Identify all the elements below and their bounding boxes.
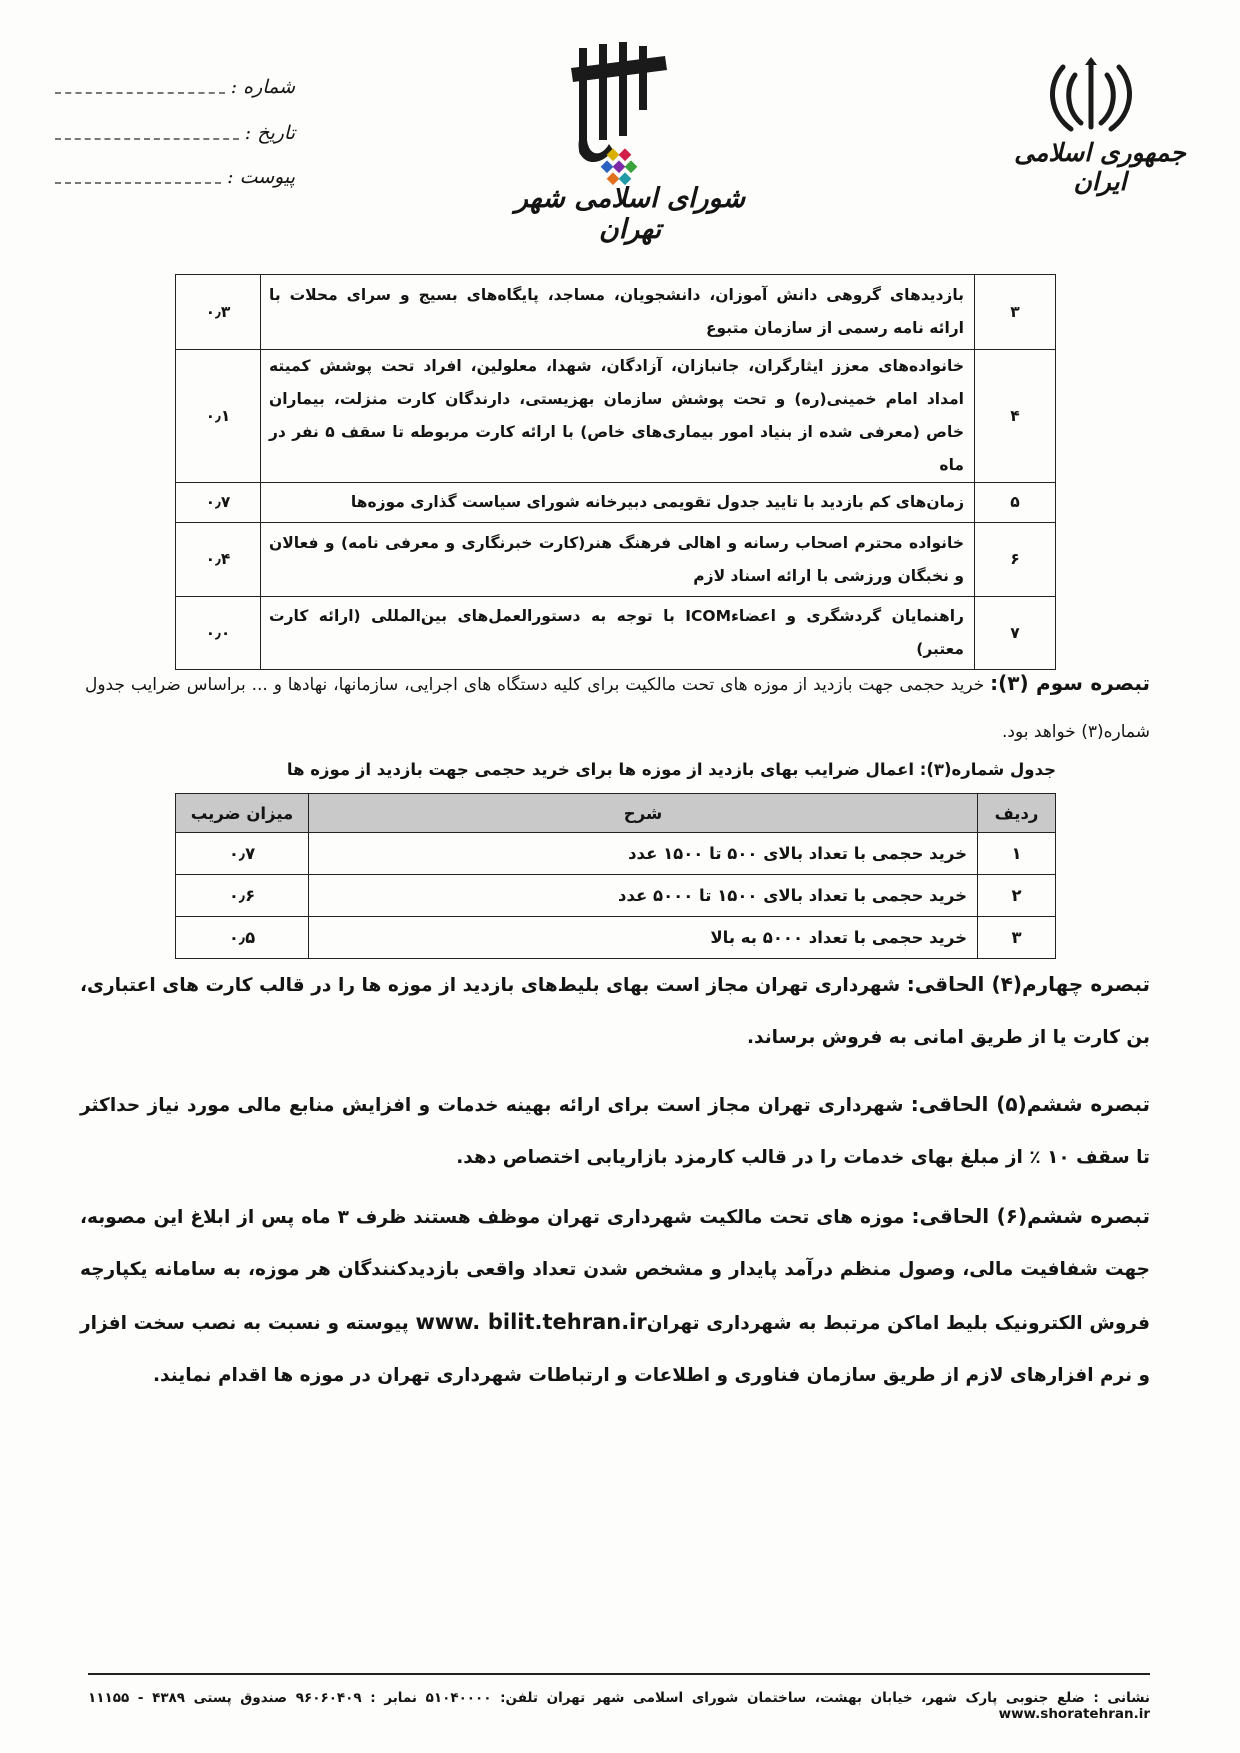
- note-6: [80, 1190, 1150, 1402]
- table-3-title: جدول شماره(۳): اعمال ضرایب بهای بازدید از موزه ها برای خرید حجمی جهت بازدید از موزه ها: [286, 760, 1056, 779]
- table-row: [176, 917, 1056, 959]
- note-6-text-before: موزه های تحت مالکیت شهرداری تهران موظف هستند ظرف ۳ ماه پس از ابلاغ این مصوبه، جهت شفافیت مالی، وصول منظم درآمد پایدار و مشخص شدن تعداد واقعی بازدیدکنندگان هر موزه، به سامانه یکپارچه فروش الکترونیک بلیط اماکن مرتبط به شهرداری تهران: [80, 1207, 1151, 1334]
- number-label: شماره :: [230, 76, 295, 98]
- bulk-purchase-table: [175, 793, 1056, 959]
- row-description: زمان‌های کم بازدید با تایید جدول تقویمی دبیرخانه شورای سیاست گذاری موزه‌ها: [261, 483, 975, 523]
- attachment-blank-line: [55, 182, 221, 184]
- row-number: ۳: [975, 275, 1056, 350]
- row-number: ۶: [975, 523, 1056, 597]
- discount-table-continued: [175, 274, 1056, 670]
- row-coefficient: ۰٫۳: [176, 275, 261, 350]
- table-row: [176, 523, 1056, 597]
- footer-divider: [88, 1673, 1150, 1675]
- date-blank-line: [55, 138, 239, 140]
- note-4-lead: تبصره چهارم(۴) الحاقی:: [906, 972, 1150, 996]
- row-number: ۵: [975, 483, 1056, 523]
- tehran-council-logo-icon: [565, 40, 675, 190]
- note-4: [80, 958, 1150, 1064]
- footer: [88, 1690, 1150, 1722]
- footer-address: نشانی : ضلع جنوبی پارک شهر، خیابان بهشت، ساختمان شورای اسلامی شهر تهران تلفن: ۵۱۰۴۰۰۰۰ نمابر : ۹۶۰۶۰۴۰۹ صندوق پستی ۴۳۸۹ - ۱۱۱۵۵: [88, 1690, 1150, 1706]
- note-5-text: شهرداری تهران مجاز است برای ارائه بهینه خدمات و افزایش منابع مالی مورد نیاز حداکثر تا سقف ۱۰ ٪ از مبلغ بهای خدمات را در قالب کارمزد بازاریابی اختصاص دهد.: [80, 1095, 1150, 1168]
- date-label: تاریخ :: [244, 122, 295, 144]
- row-coefficient: ۰٫۱: [176, 350, 261, 483]
- note-3-text: خرید حجمی جهت بازدید از موزه های تحت مالکیت برای کلیه دستگاه های اجرایی، سازمانها، نهادها و ... براساس ضرایب جدول شماره(۳) خواهد بود.: [85, 675, 1150, 742]
- header-coefficient: میزان ضریب: [176, 794, 309, 833]
- number-blank-line: [55, 92, 225, 94]
- date-field: [55, 118, 295, 148]
- table-row: [176, 875, 1056, 917]
- row-description: خرید حجمی با تعداد بالای ۱۵۰۰ تا ۵۰۰۰ عدد: [309, 875, 978, 917]
- row-coefficient: ۰٫۴: [176, 523, 261, 597]
- note-6-text-after: پیوسته و نسبت به نصب سخت افزار و نرم افزارهای لازم از طریق سازمان فناوری و اطلاعات و ارتباطات شهرداری تهران در موزه ها اقدام نمایند.: [80, 1313, 1150, 1386]
- row-description: خرید حجمی با تعداد ۵۰۰۰ به بالا: [309, 917, 978, 959]
- note-4-text: شهرداری تهران مجاز است بهای بلیط‌های بازدید از موزه ها را در قالب کارت های اعتباری، بن کارت یا از طریق امانی به فروش برساند.: [80, 975, 1150, 1048]
- row-coefficient: ۰٫۷: [176, 483, 261, 523]
- row-description: بازدیدهای گروهی دانش آموزان، دانشجویان، مساجد، پایگاه‌های بسیج و سرای محلات با ارائه نامه رسمی از سازمان متبوع: [261, 275, 975, 350]
- council-name: شورای اسلامی شهر تهران: [514, 183, 746, 245]
- footer-website: www.shoratehran.ir: [998, 1706, 1150, 1722]
- header-row-number: ردیف: [978, 794, 1056, 833]
- ticket-system-url: www. bilit.tehran.ir: [415, 1310, 647, 1334]
- number-field: [55, 72, 295, 102]
- row-number: ۴: [975, 350, 1056, 483]
- table-row: [176, 597, 1056, 670]
- country-name: جمهوری اسلامی ایران: [1014, 138, 1186, 196]
- row-coefficient: ۰٫۷: [176, 833, 309, 875]
- row-coefficient: ۰٫۶: [176, 875, 309, 917]
- row-description: خانواده محترم اصحاب رسانه و اهالی فرهنگ هنر(کارت خبرنگاری و معرفی نامه) و فعالان و نخبگان ورزشی با ارائه اسناد لازم: [261, 523, 975, 597]
- header-description: شرح: [309, 794, 978, 833]
- row-number: ۲: [978, 875, 1056, 917]
- attachment-label: پیوست :: [227, 166, 295, 188]
- note-3: [85, 660, 1150, 756]
- row-number: ۳: [978, 917, 1056, 959]
- table-row: [176, 350, 1056, 483]
- row-coefficient: ۰٫۵: [176, 917, 309, 959]
- row-description: خرید حجمی با تعداد بالای ۵۰۰ تا ۱۵۰۰ عدد: [309, 833, 978, 875]
- note-6-lead: تبصره ششم(۶) الحاقی:: [911, 1204, 1150, 1228]
- row-number: ۷: [975, 597, 1056, 670]
- table-row: [176, 483, 1056, 523]
- table-row: [176, 275, 1056, 350]
- attachment-field: [55, 162, 295, 192]
- row-coefficient: ۰٫۰: [176, 597, 261, 670]
- note-5-lead: تبصره ششم(۵) الحاقی:: [910, 1092, 1150, 1116]
- row-number: ۱: [978, 833, 1056, 875]
- row-description: راهنمایان گردشگری و اعضاءICOM با توجه به دستورالعمل‌های بین‌المللی (ارائه کارت معتبر): [261, 597, 975, 670]
- table-header-row: [176, 794, 1056, 833]
- iran-emblem-icon: [1045, 55, 1137, 135]
- note-5: [80, 1078, 1150, 1184]
- note-3-lead: تبصره سوم (۳):: [990, 671, 1150, 695]
- table-row: [176, 833, 1056, 875]
- row-description: خانواده‌های معزز ایثارگران، جانبازان، آزادگان، شهدا، معلولین، افراد تحت پوشش کمیته امداد امام خمینی(ره) و تحت پوشش سازمان بهزیستی، دارندگان کارت منزلت، بیماران خاص (معرفی شده از بنیاد امور بیماری‌های خاص) با ارائه کارت مربوطه تا سقف ۵ نفر در ماه: [261, 350, 975, 483]
